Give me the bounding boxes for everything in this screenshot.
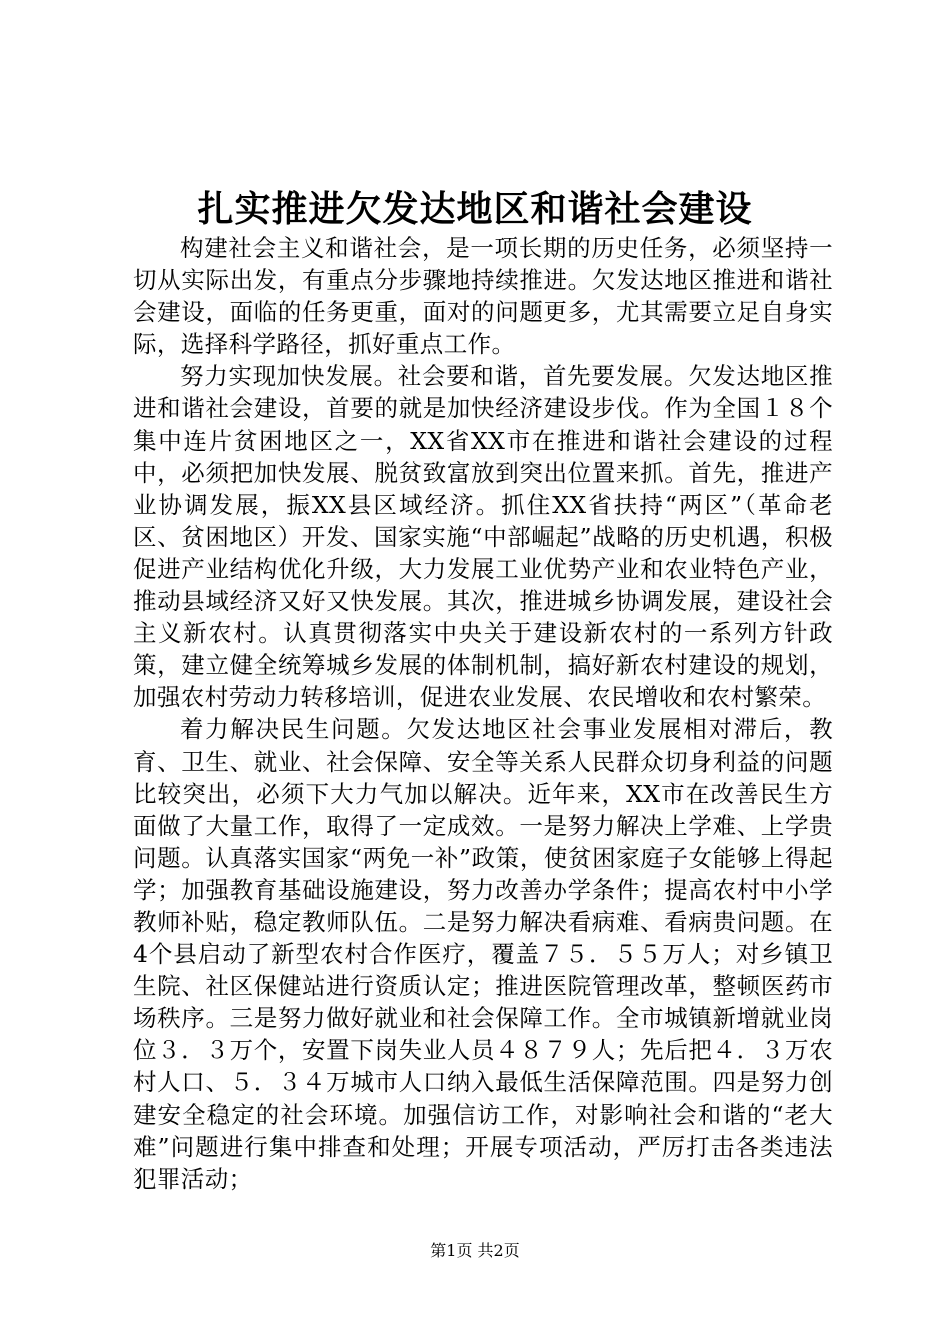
paragraph-development: 努力实现加快发展。社会要和谐，首先要发展。欠发达地区推进和谐社会建设，首要的就是加快经济建设步伐。作为全国１８个集中连片贫困地区之一，XX省XX市在推进和谐社会建设的过程中，必须把加快发展、脱贫致富放到突出位置来抓。首先，推进产业协调发展，振XX县区域经济。抓住XX省扶持“两区”（革命老区、贫困地区）开发、国家实施“中部崛起”战略的历史机遇，积极促进产业结构优化升级，大力发展工业优势产业和农业特色产业，推动县域经济又好又快发展。其次，推进城乡协调发展，建设社会主义新农村。认真贯彻落实中央关于建设新农村的一系列方针政策，建立健全统筹城乡发展的体制机制，搞好新农村建设的规划，加强农村劳动力转移培训，促进农业发展、农民增收和农村繁荣。 [133, 362, 833, 712]
document-title: 扎实推进欠发达地区和谐社会建设 [197, 188, 753, 230]
page-footer: 第1页 共2页 [430, 1241, 520, 1260]
paragraph-livelihood: 着力解决民生问题。欠发达地区社会事业发展相对滞后，教育、卫生、就业、社会保障、安全等关系人民群众切身利益的问题比较突出，必须下大力气加以解决。近年来，XX市在改善民生方面做了大量工作，取得了一定成效。一是努力解决上学难、上学贵问题。认真落实国家“两免一补”政策，使贫困家庭子女能够上得起学；加强教育基础设施建设，努力改善办学条件；提高农村中小学教师补贴，稳定教师队伍。二是努力解决看病难、看病贵问题。在4个县启动了新型农村合作医疗，覆盖７５．５５万人；对乡镇卫生院、社区保健站进行资质认定；推进医院管理改革，整顿医药市场秩序。三是努力做好就业和社会保障工作。全市城镇新增就业岗位３．３万个，安置下岗失业人员４８７９人；先后把４．３万农村人口、５．３４万城市人口纳入最低生活保障范围。四是努力创建安全稳定的社会环境。加强信访工作，对影响社会和谐的“老大难”问题进行集中排查和处理；开展专项活动，严厉打击各类违法犯罪活动； [133, 715, 833, 1193]
document-body [133, 232, 833, 1195]
paragraph-intro: 构建社会主义和谐社会，是一项长期的历史任务，必须坚持一切从实际出发，有重点分步骤地持续推进。欠发达地区推进和谐社会建设，面临的任务更重，面对的问题更多，尤其需要立足自身实际，选择科学路径，抓好重点工作。 [133, 234, 833, 359]
